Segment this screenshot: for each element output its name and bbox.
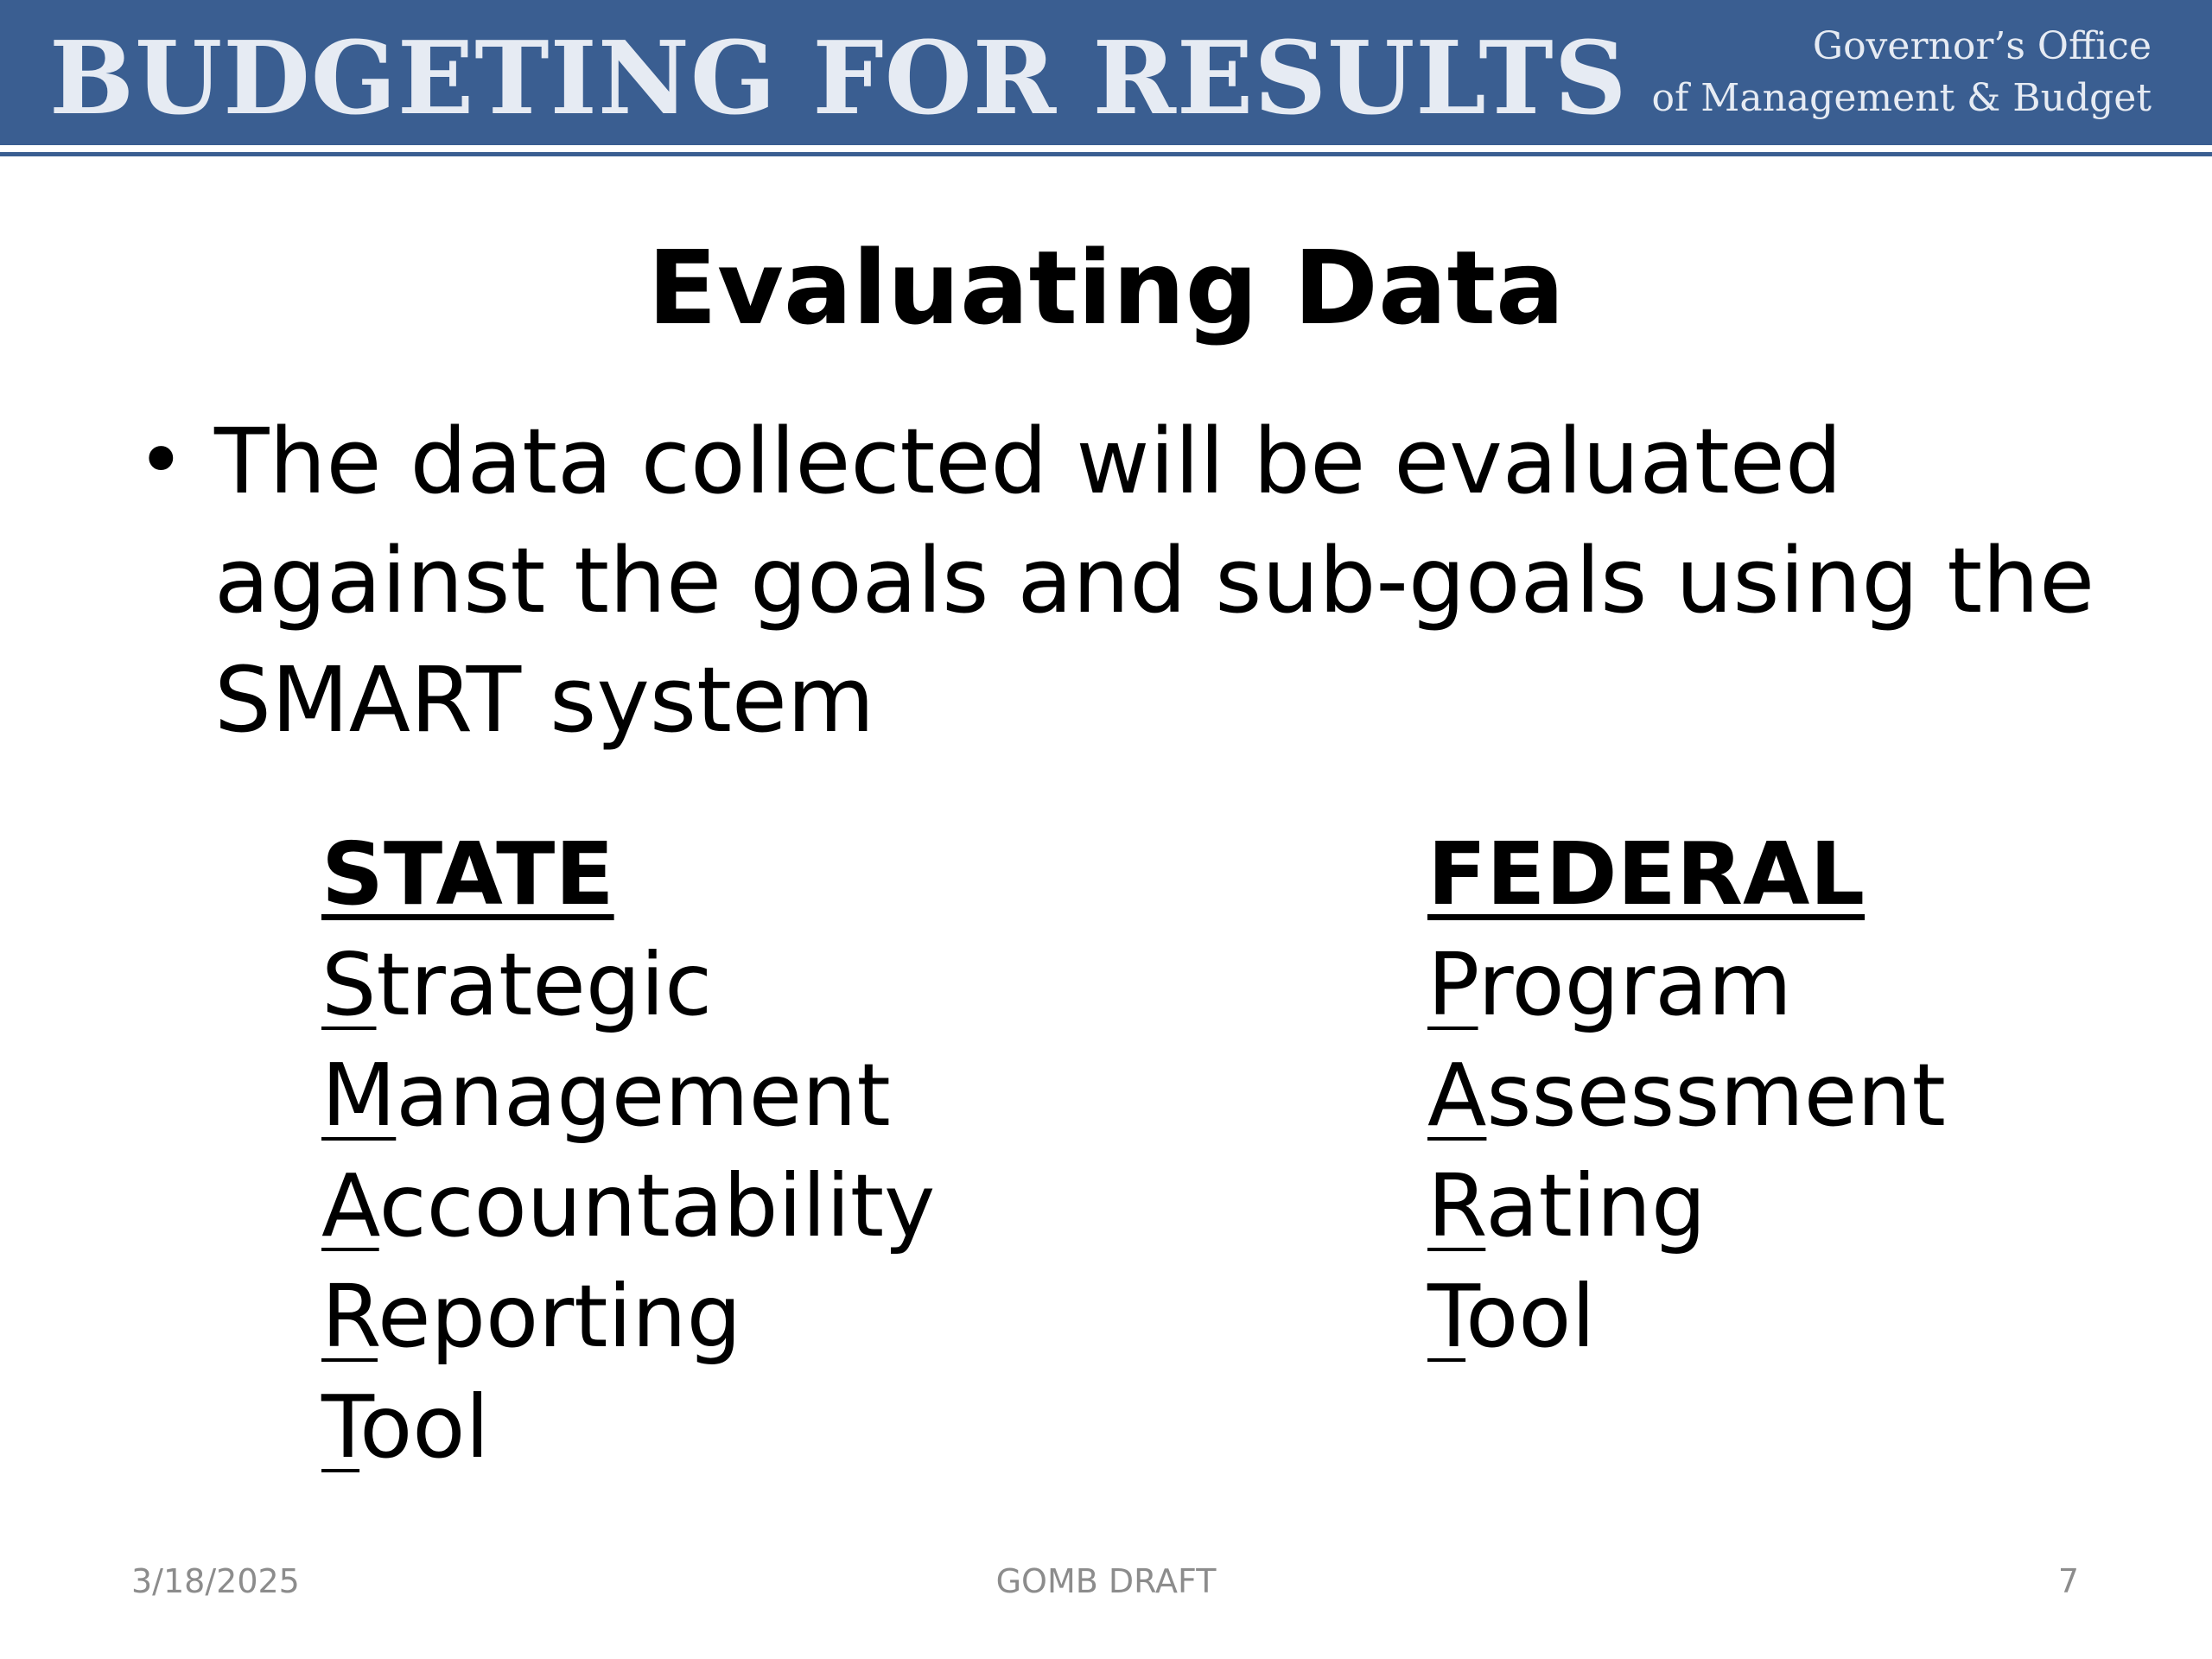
- header-org-line-2: of Management & Budget: [1651, 76, 2152, 120]
- acronym-rest: ating: [1485, 1155, 1707, 1256]
- federal-column: [1427, 819, 1946, 1372]
- bullet-dot-icon: •: [137, 412, 186, 509]
- acronym-rest: ool: [359, 1376, 490, 1478]
- header-org-line-1: Governor’s Office: [1812, 24, 2152, 68]
- acronym-rest: rogram: [1478, 934, 1792, 1035]
- acronym-initial: R: [1427, 1155, 1486, 1256]
- state-column: [321, 819, 935, 1483]
- header-title: BUDGETING FOR RESULTS: [49, 20, 1628, 137]
- state-item: [321, 1372, 935, 1483]
- federal-item: [1427, 1040, 1946, 1151]
- acronym-rest: ssessment: [1486, 1045, 1946, 1146]
- acronym-initial: T: [321, 1376, 360, 1478]
- slide-title: Evaluating Data: [647, 228, 1565, 347]
- acronym-initial: P: [1427, 934, 1478, 1035]
- federal-item: [1427, 1151, 1946, 1262]
- state-item: [321, 930, 935, 1040]
- state-heading: STATE: [321, 823, 614, 925]
- bullet-text: The data collected will be evaluated against the goals and sub-goals using the SMART system: [214, 409, 2095, 753]
- acronym-rest: trategic: [376, 934, 713, 1035]
- header-rule: [0, 152, 2212, 156]
- acronym-initial: M: [321, 1045, 397, 1146]
- acronym-rest: ool: [1465, 1266, 1596, 1367]
- state-item: [321, 1151, 935, 1262]
- state-item: [321, 1040, 935, 1151]
- acronym-initial: S: [321, 934, 377, 1035]
- acronym-initial: T: [1427, 1266, 1466, 1367]
- footer-date: 3/18/2025: [131, 1562, 300, 1600]
- header-org: [1652, 21, 2152, 124]
- state-item: [321, 1262, 935, 1372]
- federal-heading: FEDERAL: [1427, 823, 1866, 925]
- acronym-rest: anagement: [396, 1045, 891, 1146]
- federal-item: [1427, 930, 1946, 1040]
- footer-page-number: 7: [2057, 1562, 2079, 1600]
- acronym-rest: eporting: [378, 1266, 742, 1367]
- acronym-initial: R: [321, 1266, 378, 1367]
- footer-draft-label: GOMB DRAFT: [995, 1562, 1217, 1600]
- acronym-initial: A: [1427, 1045, 1487, 1146]
- federal-item: [1427, 1262, 1946, 1372]
- acronym-rest: ccountability: [378, 1155, 936, 1256]
- acronym-initial: A: [321, 1155, 379, 1256]
